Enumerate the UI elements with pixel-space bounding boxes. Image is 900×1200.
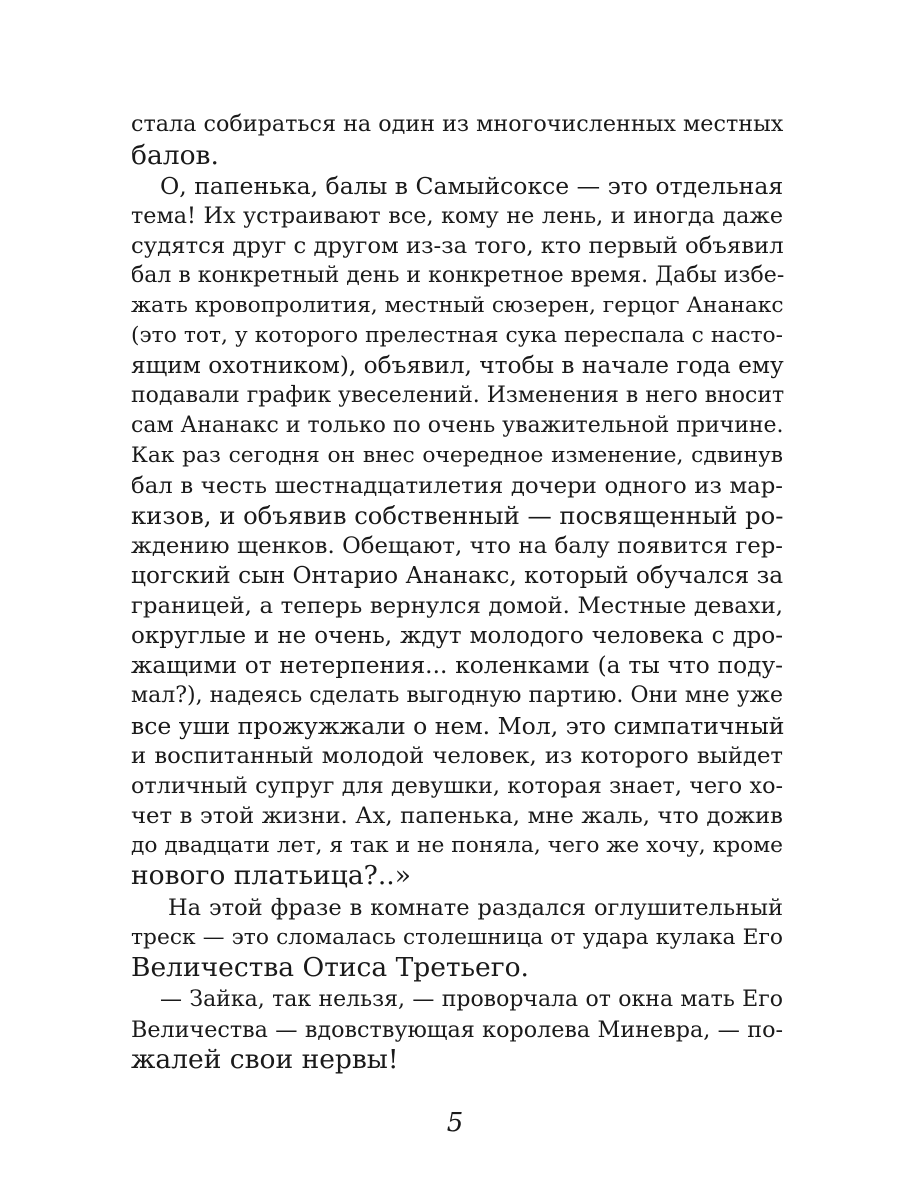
text-line: судятся друг с другом из-за того, кто первый объявил (131, 233, 784, 259)
text-line: бал в конкретный день и конкретное время. Дабы избе- (131, 263, 785, 288)
text-line: ящим охотником), объявил, чтобы в начале года ему (131, 352, 784, 379)
text-line: до двадцати лет, я так и не поняла, чего же хочу, кроме (131, 833, 783, 858)
text-line: балов. (131, 140, 219, 171)
text-line: жащими от нетерпения... коленками (а ты что поду- (131, 652, 783, 679)
text-line: На этой фразе в комнате раздался оглушительный (168, 895, 783, 921)
text-line: сам Ананакс и только по очень уважительной причине. (131, 413, 784, 438)
text-line: чет в этой жизни. Ах, папенька, мне жаль, что дожив (131, 803, 783, 829)
text-line: треск — это сломалась столешница от удара кулака Его (131, 925, 783, 950)
text-line: Величества Отиса Третьего. (131, 952, 529, 983)
text-line: округлые и не очень, ждут молодого человека с дро- (131, 623, 783, 649)
text-line: жалей свои нервы! (131, 1044, 399, 1075)
page-number: 5 (446, 1108, 464, 1138)
text-line: все уши прожужжали о нем. Мол, это симпатичный (131, 712, 785, 740)
text-line: жать кровопролития, местный сюзерен, герцог Ананакс (131, 293, 784, 318)
text-line: О, папенька, балы в Самыйсоксе — это отдельная (160, 172, 784, 200)
text-line: — Зайка, так нельзя, — проворчала от окна мать Его (160, 987, 783, 1012)
text-line: подавали график увеселений. Изменения в него вносит (131, 383, 785, 408)
text-line: границей, а теперь вернулся домой. Местные девахи, (131, 593, 783, 619)
text-line: Как раз сегодня он внес очередное изменение, сдвинув (131, 443, 783, 468)
text-line: (это тот, у которого прелестная сука переспала с насто- (131, 323, 783, 348)
text-line: кизов, и объявив собственный — посвященный ро- (131, 501, 784, 530)
text-line: бал в честь шестнадцатилетия дочери одного из мар- (131, 473, 783, 499)
text-line: цогский сын Онтарио Ананакс, который обучался за (131, 562, 784, 589)
text-line: отличный супруг для девушки, которая знает, чего хо- (131, 773, 783, 799)
text-line: нового платьица?..» (131, 860, 411, 891)
text-line: тема! Их устраивают все, кому не лень, и иногда даже (131, 203, 783, 229)
text-line: и воспитанный молодой человек, из которого выйдет (131, 743, 783, 769)
text-line: Величества — вдовствующая королева Миневра, — по- (131, 1017, 783, 1043)
text-line: стала собираться на один из многочисленных местных (131, 111, 784, 137)
text-line: мал?), надеясь сделать выгодную партию. Они мне уже (131, 683, 783, 708)
text-line: ждению щенков. Обещают, что на балу появится гер- (131, 533, 783, 559)
